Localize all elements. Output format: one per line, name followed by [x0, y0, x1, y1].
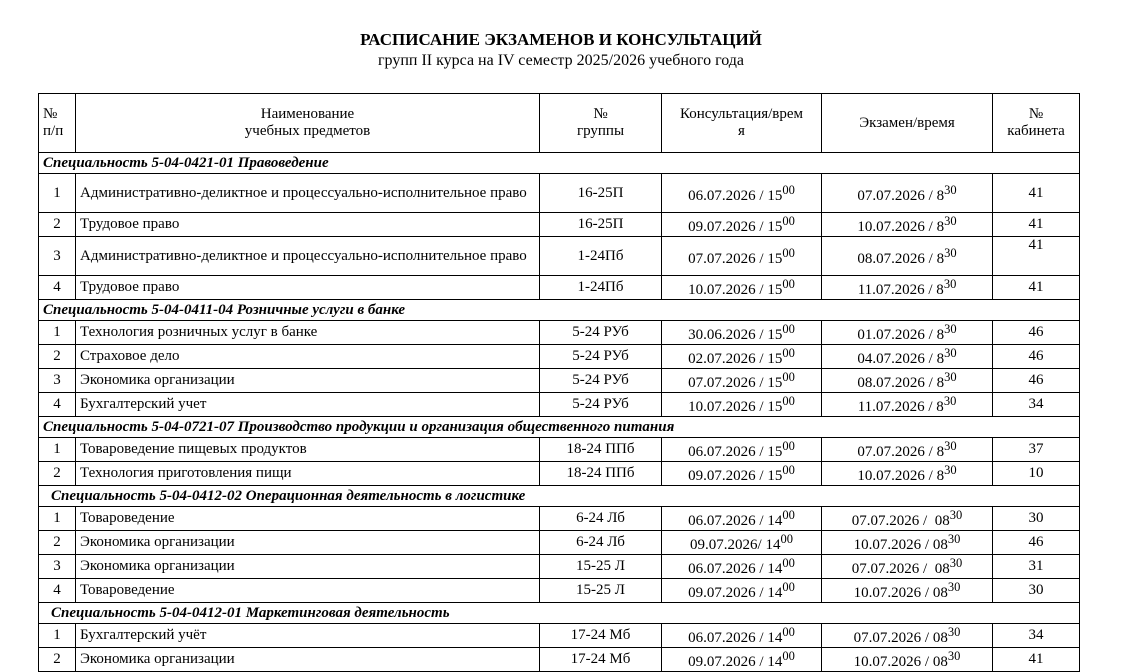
consultation-date: 30.06.2026 / 15 — [688, 327, 783, 343]
row-number: 1 — [39, 438, 76, 462]
exam-date: 11.07.2026 / 8 — [857, 282, 944, 298]
subject-name: Страховое дело — [76, 345, 540, 369]
exam-time — [822, 624, 993, 648]
exam-time — [822, 174, 993, 213]
col-header-room-line2: кабинета — [1007, 123, 1065, 139]
table-row — [39, 624, 1080, 648]
exam-time — [822, 276, 993, 300]
room-number: 46 — [993, 321, 1080, 345]
col-header-subject-line1: Наименование — [260, 106, 355, 122]
group-number: 5-24 РУб — [540, 345, 662, 369]
room-number: 41 — [993, 237, 1080, 276]
consultation-minutes: 00 — [782, 649, 795, 663]
exam-minutes: 30 — [944, 214, 957, 228]
subject-name: Административно-деликтное и процессуально-исполнительное право — [76, 237, 540, 276]
group-number: 16-25П — [540, 213, 662, 237]
table-row — [39, 393, 1080, 417]
room-number: 34 — [993, 624, 1080, 648]
exam-date: 10.07.2026 / 08 — [853, 585, 948, 601]
room-number: 41 — [993, 648, 1080, 672]
exam-time — [822, 648, 993, 672]
table-row — [39, 237, 1080, 276]
exam-date: 04.07.2026 / 8 — [857, 351, 945, 367]
exam-minutes: 30 — [944, 182, 957, 197]
row-number: 3 — [39, 555, 76, 579]
consultation-date: 09.07.2026 / 14 — [688, 654, 783, 670]
consultation-date: 02.07.2026 / 15 — [688, 351, 783, 367]
row-number: 2 — [39, 462, 76, 486]
consultation-minutes: 00 — [782, 625, 795, 639]
consultation-date: 09.07.2026/ 14 — [690, 537, 781, 553]
consultation-date: 09.07.2026 / 15 — [688, 219, 783, 235]
exam-date: 08.07.2026 / 8 — [857, 250, 945, 267]
exam-minutes: 30 — [943, 277, 957, 291]
group-number: 15-25 Л — [540, 555, 662, 579]
consultation-time — [662, 213, 822, 237]
exam-time — [822, 531, 993, 555]
room-number: 46 — [993, 531, 1080, 555]
subject-name: Административно-деликтное и процессуально-исполнительное право — [76, 174, 540, 213]
consultation-minutes: 00 — [782, 439, 795, 453]
consultation-minutes: 00 — [780, 532, 793, 546]
exam-time — [822, 579, 993, 603]
consultation-time — [662, 648, 822, 672]
table-row — [39, 174, 1080, 213]
group-number: 18-24 ППб — [540, 462, 662, 486]
row-number: 1 — [39, 174, 76, 213]
exam-minutes: 30 — [949, 556, 963, 570]
consultation-time — [662, 393, 822, 417]
exam-minutes: 30 — [947, 580, 961, 594]
consultation-date: 10.07.2026 / 15 — [688, 282, 783, 298]
col-header-consultation-line2: я — [738, 123, 745, 139]
group-number: 6-24 Лб — [540, 531, 662, 555]
row-number: 4 — [39, 276, 76, 300]
subject-name: Технология розничных услуг в банке — [76, 321, 540, 345]
table-row — [39, 648, 1080, 672]
exam-time — [822, 369, 993, 393]
exam-date: 10.07.2026 / 08 — [853, 537, 948, 553]
consultation-time — [662, 237, 822, 276]
consultation-minutes: 00 — [782, 370, 795, 384]
col-header-consultation — [662, 94, 822, 153]
consultation-time — [662, 369, 822, 393]
exam-date: 01.07.2026 / 8 — [857, 327, 945, 343]
exam-time — [822, 321, 993, 345]
consultation-date: 06.07.2026 / 14 — [688, 630, 783, 646]
consultation-minutes: 00 — [782, 245, 795, 260]
consultation-time — [662, 345, 822, 369]
exam-date: 07.07.2026 / 8 — [857, 444, 945, 460]
room-number: 30 — [993, 507, 1080, 531]
specialty-row — [39, 417, 1080, 438]
exam-time — [822, 462, 993, 486]
exam-time — [822, 555, 993, 579]
room-number: 46 — [993, 369, 1080, 393]
subject-name: Товароведение пищевых продуктов — [76, 438, 540, 462]
table-row — [39, 345, 1080, 369]
group-number: 5-24 РУб — [540, 321, 662, 345]
specialty-row — [39, 603, 1080, 624]
subject-name: Экономика организации — [76, 555, 540, 579]
subject-name: Бухгалтерский учёт — [76, 624, 540, 648]
schedule-table — [38, 93, 1080, 672]
consultation-time — [662, 555, 822, 579]
exam-minutes: 30 — [947, 532, 961, 546]
group-number: 16-25П — [540, 174, 662, 213]
table-row — [39, 321, 1080, 345]
group-number: 1-24Пб — [540, 276, 662, 300]
room-number: 41 — [993, 174, 1080, 213]
exam-minutes: 30 — [944, 245, 957, 260]
subject-name: Трудовое право — [76, 276, 540, 300]
consultation-time — [662, 276, 822, 300]
group-number: 5-24 РУб — [540, 369, 662, 393]
exam-date: 07.07.2026 / 08 — [851, 513, 950, 529]
consultation-minutes: 00 — [782, 346, 795, 360]
row-number: 2 — [39, 531, 76, 555]
consultation-minutes: 00 — [782, 508, 795, 522]
table-row — [39, 438, 1080, 462]
specialty-row — [39, 300, 1080, 321]
exam-time — [822, 507, 993, 531]
row-number: 2 — [39, 648, 76, 672]
room-number: 41 — [993, 213, 1080, 237]
consultation-minutes: 00 — [782, 394, 795, 408]
exam-minutes: 30 — [944, 439, 957, 453]
exam-date: 08.07.2026 / 8 — [857, 375, 945, 391]
subject-name: Экономика организации — [76, 648, 540, 672]
consultation-minutes: 00 — [782, 277, 795, 291]
specialty-title: Специальность 5-04-0721-07 Производство продукции и организация общественного питания — [39, 417, 1080, 438]
table-row — [39, 531, 1080, 555]
subject-name: Экономика организации — [76, 369, 540, 393]
exam-date: 07.07.2026 / 8 — [857, 187, 945, 204]
room-number: 46 — [993, 345, 1080, 369]
col-header-subject-line2: учебных предметов — [244, 123, 371, 139]
col-header-num — [39, 94, 76, 153]
table-row — [39, 213, 1080, 237]
consultation-time — [662, 531, 822, 555]
consultation-time — [662, 507, 822, 531]
specialty-title: Специальность 5-04-0412-01 Маркетинговая деятельность — [39, 603, 1080, 624]
col-header-consultation-line1: Консультация/врем — [679, 106, 804, 122]
group-number: 17-24 Мб — [540, 624, 662, 648]
col-header-room-line1: № — [1028, 106, 1044, 122]
consultation-date: 07.07.2026 / 15 — [688, 375, 783, 391]
specialty-row — [39, 153, 1080, 174]
row-number: 3 — [39, 237, 76, 276]
row-number: 4 — [39, 579, 76, 603]
consultation-date: 06.07.2026 / 14 — [688, 561, 783, 577]
row-number: 4 — [39, 393, 76, 417]
specialty-title: Специальность 5-04-0421-01 Правоведение — [39, 153, 1080, 174]
table-row — [39, 369, 1080, 393]
specialty-row — [39, 486, 1080, 507]
col-header-group-line2: группы — [576, 123, 625, 139]
exam-date: 11.07.2026 / 8 — [857, 399, 944, 415]
group-number: 1-24Пб — [540, 237, 662, 276]
group-number: 17-24 Мб — [540, 648, 662, 672]
room-number: 34 — [993, 393, 1080, 417]
subject-name: Товароведение — [76, 579, 540, 603]
col-header-subject — [76, 94, 540, 153]
exam-date: 10.07.2026 / 08 — [853, 654, 948, 670]
exam-date: 07.07.2026 / 08 — [851, 561, 950, 577]
consultation-time — [662, 579, 822, 603]
col-header-exam — [822, 94, 993, 153]
col-header-exam-label: Экзамен/время — [859, 114, 955, 131]
consultation-date: 06.07.2026 / 15 — [688, 444, 783, 460]
table-body — [39, 153, 1080, 672]
group-number: 15-25 Л — [540, 579, 662, 603]
exam-minutes: 30 — [949, 508, 963, 522]
consultation-time — [662, 321, 822, 345]
consultation-minutes: 00 — [782, 322, 795, 336]
col-header-group — [540, 94, 662, 153]
room-number: 30 — [993, 579, 1080, 603]
document-title: РАСПИСАНИЕ ЭКЗАМЕНОВ И КОНСУЛЬТАЦИЙ — [360, 30, 762, 49]
group-number: 6-24 Лб — [540, 507, 662, 531]
exam-date: 07.07.2026 / 08 — [853, 630, 948, 646]
consultation-date: 07.07.2026 / 15 — [688, 250, 783, 267]
table-row — [39, 579, 1080, 603]
consultation-date: 09.07.2026 / 14 — [688, 585, 783, 601]
consultation-date: 09.07.2026 / 15 — [688, 468, 783, 484]
specialty-title: Специальность 5-04-0411-04 Розничные услуги в банке — [39, 300, 1080, 321]
exam-minutes: 30 — [944, 370, 957, 384]
col-header-room — [993, 94, 1080, 153]
table-header-row — [39, 94, 1080, 153]
col-header-num-line2: п/п — [43, 123, 64, 139]
consultation-minutes: 00 — [782, 182, 795, 197]
subject-name: Трудовое право — [76, 213, 540, 237]
exam-minutes: 30 — [943, 394, 957, 408]
document-subtitle: групп II курса на IV семестр 2025/2026 учебного года — [377, 52, 745, 69]
row-number: 1 — [39, 321, 76, 345]
room-number: 41 — [993, 276, 1080, 300]
consultation-date: 10.07.2026 / 15 — [688, 399, 783, 415]
exam-date: 10.07.2026 / 8 — [857, 468, 945, 484]
row-number: 1 — [39, 624, 76, 648]
consultation-date: 06.07.2026 / 14 — [688, 513, 783, 529]
consultation-minutes: 00 — [782, 214, 795, 228]
exam-minutes: 30 — [947, 649, 961, 663]
consultation-minutes: 00 — [782, 580, 795, 594]
row-number: 1 — [39, 507, 76, 531]
row-number: 3 — [39, 369, 76, 393]
room-number: 10 — [993, 462, 1080, 486]
consultation-date: 06.07.2026 / 15 — [688, 187, 783, 204]
col-header-group-line1: № — [593, 106, 608, 122]
exam-minutes: 30 — [947, 625, 961, 639]
consultation-time — [662, 174, 822, 213]
col-header-num-line1: № — [43, 106, 58, 122]
consultation-minutes: 00 — [782, 463, 795, 477]
consultation-time — [662, 438, 822, 462]
exam-minutes: 30 — [944, 322, 957, 336]
group-number: 5-24 РУб — [540, 393, 662, 417]
exam-time — [822, 393, 993, 417]
exam-time — [822, 213, 993, 237]
exam-date: 10.07.2026 / 8 — [857, 219, 945, 235]
subject-name: Экономика организации — [76, 531, 540, 555]
table-row — [39, 507, 1080, 531]
room-number: 31 — [993, 555, 1080, 579]
table-row — [39, 462, 1080, 486]
consultation-time — [662, 462, 822, 486]
table-row — [39, 555, 1080, 579]
row-number: 2 — [39, 213, 76, 237]
row-number: 2 — [39, 345, 76, 369]
consultation-minutes: 00 — [782, 556, 795, 570]
exam-minutes: 30 — [944, 346, 957, 360]
subject-name: Бухгалтерский учет — [76, 393, 540, 417]
exam-time — [822, 237, 993, 276]
exam-time — [822, 438, 993, 462]
specialty-title: Специальность 5-04-0412-02 Операционная деятельность в логистике — [39, 486, 1080, 507]
subject-name: Технология приготовления пищи — [76, 462, 540, 486]
subject-name: Товароведение — [76, 507, 540, 531]
exam-time — [822, 345, 993, 369]
exam-minutes: 30 — [944, 463, 957, 477]
consultation-time — [662, 624, 822, 648]
room-number: 37 — [993, 438, 1080, 462]
table-row — [39, 276, 1080, 300]
group-number: 18-24 ППб — [540, 438, 662, 462]
